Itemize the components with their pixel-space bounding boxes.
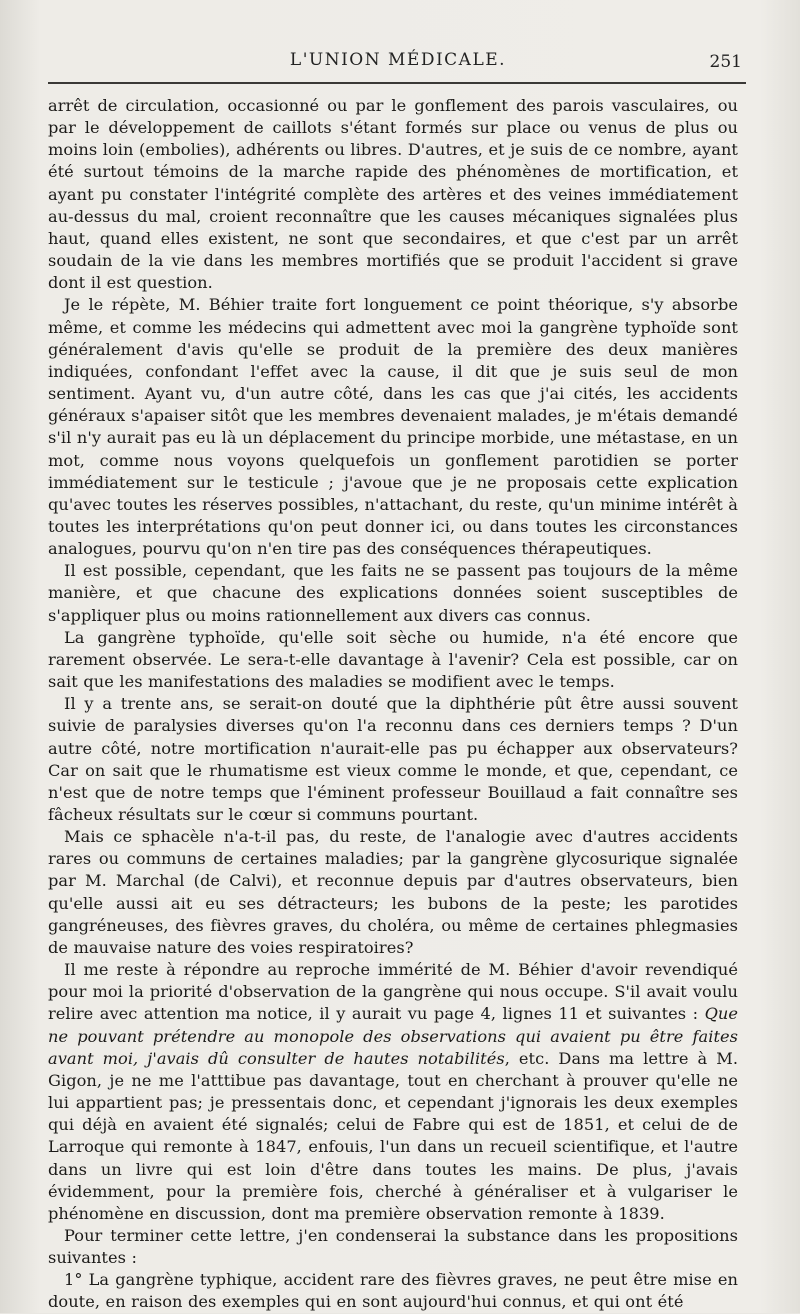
text-segment: Il est possible, cependant, que les faits ne se passent pas toujours de la même manière, et que chacune des explications données soient susceptibles de s'appliquer plus ou moins rationnellement aux divers cas connus. <box>48 561 738 625</box>
paragraph-p9 <box>48 1269 738 1313</box>
paragraph-p2 <box>48 294 738 560</box>
paragraph-p7 <box>48 959 738 1225</box>
text-segment: Il me reste à répondre au reproche immérité de M. Béhier d'avoir revendiqué pour moi la priorité d'observation de la gangrène qui nous occupe. S'il avait voulu relire avec attention ma notice, il y aurait vu page 4, lignes 11 et suivantes : <box>48 960 738 1024</box>
paragraph-p1 <box>48 95 738 294</box>
paragraph-p3 <box>48 560 738 626</box>
text-segment: Pour terminer cette lettre, j'en condenserai la substance dans les propositions suivantes : <box>48 1225 738 1268</box>
text-segment: Il y a trente ans, se serait-on douté que la diphthérie pût être aussi souvent suivie de paralysies diverses qu'on l'a reconnu dans ces derniers temps ? D'un autre côté, notre mortification n'aurait-elle pas pu échapper aux observateurs? Car on sait que le rhumatisme est vieux comme le monde, et que, cependant, ce n'est que de notre temps que l'éminent professeur Bouillaud a fait connaître ses fâcheux résultats sur le cœur si communs pourtant. <box>48 694 738 824</box>
italic-quote: Que ne pouvant prétendre au monopole des observations qui avaient pu être faites avant moi, j'avais dû consulter de hautes notabilités <box>48 1004 738 1068</box>
text-segment: Je le répète, M. Béhier traite fort longuement ce point théorique, s'y absorbe même, et comme les médecins qui admettent avec moi la gangrène typhoïde sont généralement d'avis qu'elle se produit de la première des deux manières indiquées, confondant l'effet avec la cause, il dit que je suis seul de mon sentiment. Ayant vu, d'un autre côté, dans les cas que j'ai cités, les accidents généraux s'apaiser sitôt que les membres devenaient malades, je m'étais demandé s'il n'y aurait pas eu là un déplacement du principe morbide, une métastase, en un mot, comme nous voyons quelquefois un gonflement parotidien se porter immédiatement sur le testicule ; j'avoue que je ne proposais cette explication qu'avec toutes les réserves possibles, n'attachant, du reste, qu'un minime intérêt à toutes les interprétations qu'on peut donner ici, ou dans toutes les circonstances analogues, pourvu qu'on n'en tire pas des conséquences thérapeutiques. <box>48 295 738 559</box>
paragraph-p4 <box>48 627 738 693</box>
text-segment: 1° La gangrène typhique, accident rare des fièvres graves, ne peut être mise en doute, en raison des exemples qui en sont aujourd'hui connus, et qui ont été <box>48 1270 738 1312</box>
text-segment: arrêt de circulation, occasionné ou par le gonflement des parois vasculaires, ou par le développement de caillots s'étant formés sur place ou venus de plus ou moins loin (embolies), adhérents ou libres. D'autres, et je suis de ce nombre, ayant été surtout témoins de la marche rapide des phénomènes de mortification, et ayant pu constater l'intégrité complète des artères et des veines immédiatement au-dessus du mal, croient reconnaître que les causes mécaniques signalées plus haut, quand elles existent, ne sont que secondaires, et que c'est par un arrêt soudain de la vie dans les membres mortifiés que se produit l'accident si grave dont il est question. <box>48 96 738 293</box>
running-title: L'UNION MÉDICALE. <box>289 50 507 70</box>
paragraph-p8 <box>48 1225 738 1269</box>
paragraph-p5 <box>48 693 738 826</box>
paragraph-p6 <box>48 826 738 959</box>
body-text <box>48 95 738 1314</box>
page-number: 251 <box>709 52 742 72</box>
text-segment: Mais ce sphacèle n'a-t-il pas, du reste, de l'analogie avec d'autres accidents rares ou communs de certaines maladies; par la gangrène glycosurique signalée par M. Marchal (de Calvi), et reconnue depuis par d'autres observateurs, bien qu'elle aussi ait eu ses détracteurs; les bubons de la peste; les parotides gangréneuses, des fièvres graves, du choléra, ou même de certaines phlegmasies de mauvaise nature des voies respiratoires? <box>48 827 738 957</box>
page-header <box>48 44 748 84</box>
header-rule <box>48 82 746 84</box>
text-segment: La gangrène typhoïde, qu'elle soit sèche ou humide, n'a été encore que rarement observée. Le sera-t-elle davantage à l'avenir? Cela est possible, car on sait que les manifestations des maladies se modifient avec le temps. <box>48 627 738 692</box>
text-segment: , etc. Dans ma lettre à M. Gigon, je ne me l'atttibue pas davantage, tout en cherchant à prouver qu'elle ne lui appartient pas; je pressentais donc, et cependant j'ignorais les deux exemples qui déjà en avaient été signalés; celui de Fabre qui est de 1851, et celui de de Larroque qui remonte à 1847, enfouis, l'un dans un recueil scientifique, et l'autre dans un livre qui est loin d'être dans toutes les mains. De plus, j'avais évidemment, pour la première fois, cherché à généraliser et à vulgariser le phénomène en discussion, dont ma première observation remonte à 1839. <box>48 1048 739 1223</box>
